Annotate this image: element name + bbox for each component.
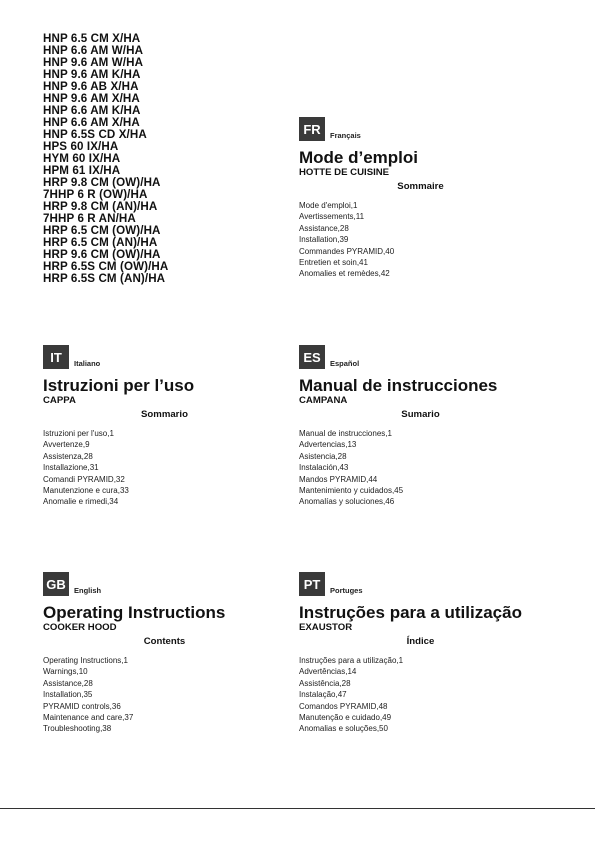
model-name: HYM 60 IX/HA	[43, 152, 121, 165]
toc-item: Anomalías y soluciones,46	[299, 497, 395, 507]
toc-item: Instruções para a utilização,1	[299, 656, 404, 665]
language-name: Portuges	[330, 586, 363, 595]
language-code-badge	[43, 572, 69, 596]
table-of-contents	[43, 428, 129, 508]
language-header	[299, 117, 559, 141]
toc-item: Assistance,28	[299, 223, 349, 233]
model-name: HNP 9.6 AM W/HA	[43, 56, 144, 69]
document-title: Mode d’emploi	[299, 148, 418, 167]
toc-item: Installazione,31	[43, 463, 99, 473]
product-name: CAPPA	[43, 395, 76, 406]
contents-heading: Sommaire	[397, 181, 444, 192]
model-name: HRP 6.5S CM (OW)/HA	[43, 260, 169, 273]
product-name: EXAUSTOR	[299, 622, 353, 633]
toc-item: Anomalias e soluções,50	[299, 724, 388, 734]
toc-item: Installation,35	[43, 690, 93, 700]
model-name: HRP 9.6 CM (OW)/HA	[43, 248, 161, 261]
model-name: HRP 6.5 CM (AN)/HA	[43, 236, 158, 249]
model-name: HPS 60 IX/HA	[43, 140, 119, 153]
language-header	[43, 572, 303, 596]
language-code-badge	[299, 345, 325, 369]
toc-item: Istruzioni per l'uso,1	[43, 429, 114, 438]
product-name: COOKER HOOD	[43, 622, 117, 633]
toc-item: Comandos PYRAMID,48	[299, 701, 388, 711]
model-name: 7HHP 6 R AN/HA	[43, 212, 136, 225]
model-name: HNP 6.5S CD X/HA	[43, 128, 147, 141]
language-code-badge	[299, 117, 325, 141]
model-name: HNP 6.6 AM K/HA	[43, 104, 141, 117]
document-title: Operating Instructions	[43, 603, 226, 622]
toc-item: Maintenance and care,37	[43, 713, 134, 723]
toc-item: Manutenzione e cura,33	[43, 486, 129, 496]
model-name: HRP 9.8 CM (AN)/HA	[43, 200, 158, 213]
document-title: Manual de instrucciones	[299, 376, 498, 395]
table-of-contents	[43, 655, 133, 735]
model-name: HNP 6.6 AM X/HA	[43, 116, 140, 129]
toc-item: Troubleshooting,38	[43, 724, 112, 734]
model-name: HNP 6.5 CM X/HA	[43, 32, 141, 45]
toc-item: Asistencia,28	[299, 451, 347, 461]
section-pt	[299, 572, 559, 734]
model-name: HRP 6.5 CM (OW)/HA	[43, 224, 161, 237]
language-name: Español	[330, 359, 360, 368]
language-header	[299, 345, 559, 369]
toc-item: Advertências,14	[299, 667, 357, 677]
language-code-badge	[299, 572, 325, 596]
language-name: Français	[330, 131, 361, 140]
table-of-contents	[299, 200, 394, 280]
section-fr	[299, 117, 559, 279]
language-header	[299, 572, 559, 596]
toc-item: Manutenção e cuidado,49	[299, 713, 392, 723]
toc-item: Mantenimiento y cuidados,45	[299, 486, 404, 496]
toc-item: Operating Instructions,1	[43, 656, 128, 665]
language-code: IT	[50, 349, 62, 365]
table-of-contents	[299, 655, 403, 735]
toc-item: Warnings,10	[43, 667, 88, 677]
contents-heading: Contents	[143, 636, 186, 647]
model-name: 7HHP 6 R (OW)/HA	[43, 188, 148, 201]
toc-item: Anomalies et remèdes,42	[299, 269, 390, 279]
toc-item: PYRAMID controls,36	[43, 701, 121, 711]
toc-item: Avertissements,11	[299, 212, 365, 222]
toc-item: Instalación,43	[299, 463, 349, 473]
model-list	[43, 33, 168, 285]
language-header	[43, 345, 303, 369]
section-gb	[43, 572, 303, 734]
language-code: ES	[303, 349, 321, 365]
toc-item: Assistência,28	[299, 678, 351, 688]
toc-item: Avvertenze,9	[43, 440, 90, 450]
toc-item: Manual de instrucciones,1	[299, 429, 392, 438]
model-name: HRP 6.5S CM (AN)/HA	[43, 272, 166, 285]
section-it	[43, 345, 303, 507]
contents-heading: Índice	[406, 636, 435, 647]
model-name: HRP 9.8 CM (OW)/HA	[43, 176, 161, 189]
product-name: CAMPANA	[299, 395, 348, 406]
toc-item: Advertencias,13	[299, 440, 357, 450]
language-name: English	[74, 586, 102, 595]
toc-item: Anomalie e rimedi,34	[43, 497, 119, 507]
document-title: Istruzioni per l’uso	[43, 376, 195, 395]
language-code: GB	[46, 576, 66, 592]
toc-item: Comandi PYRAMID,32	[43, 474, 125, 484]
language-code: PT	[303, 576, 321, 592]
language-code-badge	[43, 345, 69, 369]
model-name: HNP 9.6 AM K/HA	[43, 68, 141, 81]
document-title: Instruções para a utilização	[299, 603, 522, 622]
toc-item: Mandos PYRAMID,44	[299, 474, 378, 484]
contents-heading: Sommario	[141, 409, 188, 420]
toc-item: Entretien et soin,41	[299, 258, 368, 268]
model-name: HNP 9.6 AB X/HA	[43, 80, 139, 93]
toc-item: Instalação,47	[299, 690, 347, 700]
language-name: Italiano	[74, 359, 101, 368]
model-name: HPM 61 IX/HA	[43, 164, 121, 177]
contents-heading: Sumario	[401, 409, 440, 420]
product-name: HOTTE DE CUISINE	[299, 167, 390, 178]
section-es	[299, 345, 559, 507]
toc-item: Commandes PYRAMID,40	[299, 246, 395, 256]
model-name: HNP 6.6 AM W/HA	[43, 44, 144, 57]
language-code: FR	[303, 121, 321, 137]
table-of-contents	[299, 428, 403, 508]
toc-item: Assistance,28	[43, 678, 93, 688]
toc-item: Assistenza,28	[43, 451, 93, 461]
bottom-divider	[0, 808, 595, 809]
model-name: HNP 9.6 AM X/HA	[43, 92, 140, 105]
toc-item: Installation,39	[299, 235, 349, 245]
toc-item: Mode d'emploi,1	[299, 201, 358, 210]
